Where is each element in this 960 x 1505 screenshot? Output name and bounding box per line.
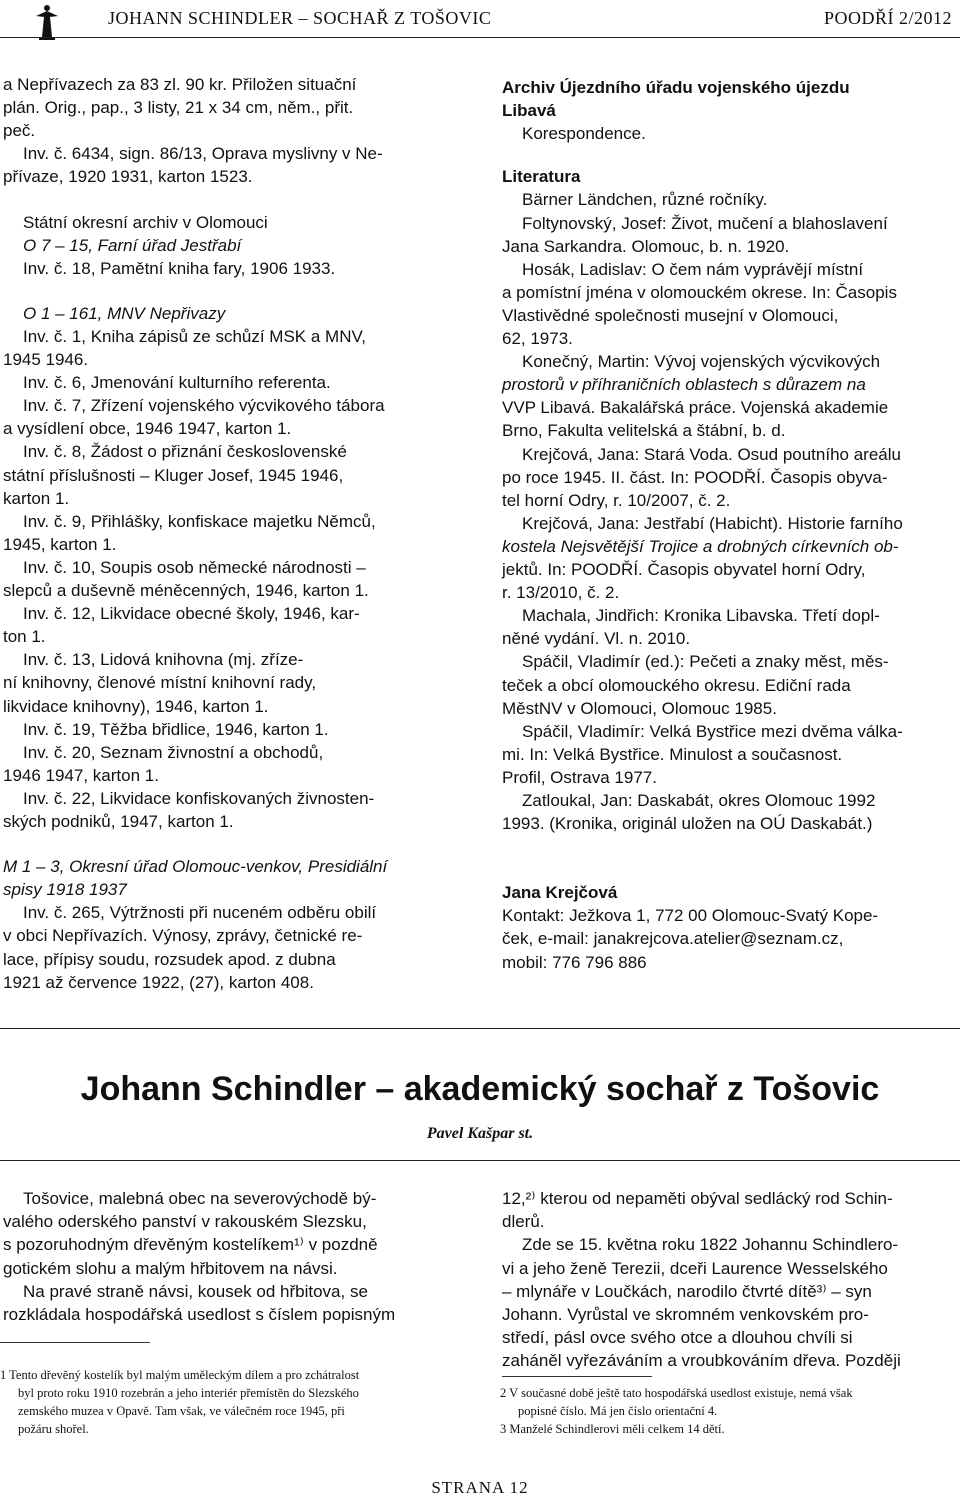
text-line: VVP Libavá. Bakalářská práce. Vojenská akademie [502,398,889,418]
text-line: Krejčová, Jana: Stará Voda. Osud poutního areálu [522,444,901,464]
article-text-line: Zde se 15. května roku 1822 Johannu Schindlero- [522,1235,899,1255]
text-line: plán. Orig., pap., 3 listy, 21 x 34 cm, něm., přit. [3,98,354,118]
text-line: něné vydání. Vl. n. 2010. [502,629,691,649]
section-heading: Archiv Újezdního úřadu vojenského újezdu [502,78,850,97]
footnote-1 [0,1366,450,1438]
text-line: mobil: 776 796 886 [502,952,647,972]
text-line: Inv. č. 265, Výtržnosti při nuceném odběru obilí [23,903,377,923]
text-line: Kontakt: Ježkova 1, 772 00 Olomouc-Svatý Kope- [502,906,879,926]
text-line: 1921 až července 1922, (27), karton 408. [3,972,314,992]
text-line: M 1 – 3, Okresní úřad Olomouc-venkov, Presidiální [3,857,388,877]
article-text-line: Na pravé straně návsi, kousek od hřbitova, se [23,1281,368,1301]
text-line: po roce 1945. II. část. In: POODŘÍ. Časopis obyva- [502,467,888,487]
text-line: Inv. č. 7, Zřízení vojenského výcvikového tábora [23,396,385,416]
title-divider [0,1160,960,1161]
text-line: slepců a duševně méněcenných, 1946, karton 1. [3,581,369,600]
text-line: Inv. č. 22, Likvidace konfiskovaných živnosten- [23,788,375,808]
text-line: spisy 1918 1937 [3,880,127,900]
text-line: tel horní Odry, r. 10/2007, č. 2. [502,490,731,510]
text-line: Inv. č. 6434, sign. 86/13, Oprava myslivny v Ne- [23,144,383,164]
text-line: a vysídlení obce, 1946 1947, karton 1. [3,419,292,439]
article-text-line: vi a jeho ženě Terezii, dceři Laurence Wesselského [502,1258,888,1278]
article-text-line: dlerů. [502,1212,545,1232]
footnote-1-line: požáru shořel. [18,1422,89,1436]
text-line: přívaze, 1920 1931, karton 1523. [3,167,253,187]
text-line: Konečný, Martin: Vývoj vojenských výcvikových [522,352,881,372]
article-text-line: – mlynáře v Loučkách, narodilo čtvrté dítě³⁾ – syn [502,1281,872,1301]
text-line: prostorů v příhraničních oblastech s důrazem na [502,375,866,395]
text-line: teček a obcí olomouckého okresu. Ediční rada [502,675,851,695]
text-line: 1945, karton 1. [3,534,117,554]
text-line: Jana Sarkandra. Olomouc, b. n. 1920. [502,236,790,256]
statue-logo-icon [32,4,62,40]
text-line: 1946 1947, karton 1. [3,765,159,785]
footnote-1-line: 1 Tento dřevěný kostelík byl malým uměleckým dílem a pro zchátralost [0,1368,360,1382]
header-rule [0,37,960,38]
text-line: Brno, Fakulta velitelská a štábní, b. d. [502,421,786,441]
text-line: karton 1. [3,488,70,508]
text-line: Inv. č. 20, Seznam živnostní a obchodů, [23,742,324,762]
text-line: a pomístní jména v olomouckém okrese. In: Časopis [502,282,897,302]
page-header [0,0,960,44]
footnote-2-line: popisné číslo. Má jen číslo orientační 4. [518,1404,718,1418]
article-text-line: gotickém slohu a malým hřbitovem na návsi. [3,1258,338,1278]
text-line: MěstNV v Olomouci, Olomouc 1985. [502,698,777,718]
text-line: 1993. (Kronika, originál uložen na OÚ Daskabát.) [502,814,873,834]
text-line: jektů. In: POODŘÍ. Časopis obyvatel horní Odry, [502,560,866,579]
text-line: Inv. č. 6, Jmenování kulturního referenta. [23,373,331,393]
footnote-rule-left [0,1342,150,1343]
text-line: v obci Nepřívazích. Výnosy, zprávy, četnické re- [3,926,363,946]
text-line: 62, 1973. [502,329,573,348]
article-text-line: s pozoruhodným dřevěným kostelíkem¹⁾ v pozdně [3,1235,378,1255]
text-line: Inv. č. 9, Přihlášky, konfiskace majetku Němců, [23,511,376,531]
text-line: r. 13/2010, č. 2. [502,583,620,603]
running-title: JOHANN SCHINDLER – SOCHAŘ Z TOŠOVIC [108,8,492,28]
text-line: Inv. č. 18, Pamětní kniha fary, 1906 1933. [23,258,336,278]
text-line: a Nepřívazech za 83 zl. 90 kr. Přiložen situační [3,75,357,94]
article-text-line: rozkládala hospodářská usedlost s číslem popisným [3,1305,396,1324]
text-line: Korespondence. [522,124,646,144]
section-heading: Jana Krejčová [502,883,618,903]
article-author: Pavel Kašpar st. [426,1125,534,1142]
text-line: Inv. č. 13, Lidová knihovna (mj. zříze- [23,650,304,670]
text-line: Spáčil, Vladimír (ed.): Pečeti a znaky měst, měs- [522,652,889,672]
text-line: Inv. č. 12, Likvidace obecné školy, 1946, kar- [23,604,360,624]
article-text-line: valého oderského panství v rakouském Slezsku, [3,1212,367,1232]
text-line: ček, e-mail: janakrejcova.atelier@seznam.cz, [502,929,844,949]
article-text-line: Johann. Vyrůstal ve skromném venkovském pro- [502,1305,869,1324]
text-line: Machala, Jindřich: Kronika Libavska. Třetí dopl- [522,606,880,626]
text-line: Inv. č. 19, Těžba břidlice, 1946, karton 1. [23,719,329,739]
issue-label: POODŘÍ 2/2012 [823,8,952,28]
text-line: Inv. č. 8, Žádost o přiznání československé [23,442,347,462]
footnote-2-line: 2 V současné době ještě tato hospodářská usedlost existuje, nemá však [500,1386,853,1400]
text-line: Zatloukal, Jan: Daskabát, okres Olomouc 1992 [522,791,876,810]
text-line: Spáčil, Vladimír: Velká Bystřice mezi dvěma válka- [522,721,903,741]
text-line: Inv. č. 1, Kniha zápisů ze schůzí MSK a MNV, [23,326,366,346]
footnote-rule-right [502,1376,652,1377]
article-text-line: zaháněl vyřezáváním a vroubkováním dřeva. Později [502,1351,901,1371]
page-number: STRANA 12 [431,1478,529,1497]
text-line: Inv. č. 10, Soupis osob německé národnosti – [23,557,366,577]
footnote-2 [500,1384,958,1438]
text-line: ton 1. [3,627,46,647]
text-line: O 7 – 15, Farní úřad Jestřabí [23,235,242,255]
text-line: O 1 – 161, MNV Nepřivazy [23,303,226,323]
text-line: 1945 1946. [3,350,89,369]
text-line: Foltynovský, Josef: Život, mučení a blahoslavení [522,213,888,233]
article-text-line: Tošovice, malebná obec na severovýchodě bý- [23,1189,377,1208]
text-line: státní příslušnosti – Kluger Josef, 1945 1946, [3,465,344,485]
section-heading: Literatura [502,167,581,187]
text-line: Bärner Ländchen, různé ročníky. [522,190,768,210]
section-heading: Libavá [502,101,556,121]
text-line: likvidace knihovny), 1946, karton 1. [3,696,269,716]
article-title: Johann Schindler – akademický sochař z Tošovic [80,1070,880,1108]
text-line: Státní okresní archiv v Olomouci [23,212,268,232]
text-line: lace, přípisy soudu, rozsudek apod. z dubna [3,949,336,969]
text-line: Profil, Ostrava 1977. [502,767,657,787]
text-line: ní knihovny, členové místní knihovní rady, [3,673,317,693]
footnote-3: 3 Manželé Schindlerovi měli celkem 14 dětí. [500,1422,725,1436]
text-line: ských podniků, 1947, karton 1. [3,812,234,831]
text-line: Vlastivědné společnosti musejní v Olomouci, [502,305,839,325]
article-text-line: 12,²⁾ kterou od nepaměti obýval sedlácký rod Schin- [502,1189,893,1208]
footnote-1-line: zemského muzea v Opavě. Tam však, ve válečném roce 1945, při [18,1404,345,1418]
footnote-1-line: byl proto roku 1910 rozebrán a jeho interiér přemístěn do Slezského [18,1386,359,1400]
text-line: peč. [3,121,36,141]
section-divider [0,1028,960,1029]
text-line: mi. In: Velká Bystřice. Minulost a současnost. [502,744,843,764]
text-line: Hosák, Ladislav: O čem nám vyprávějí místní [522,259,864,279]
text-line: kostela Nejsvětější Trojice a drobných církevních ob- [502,536,899,556]
text-line: Krejčová, Jana: Jestřabí (Habicht). Historie farního [522,513,903,533]
article-text-line: středí, pásl ovce svého otce a dlouhou chvíli si [502,1328,853,1348]
